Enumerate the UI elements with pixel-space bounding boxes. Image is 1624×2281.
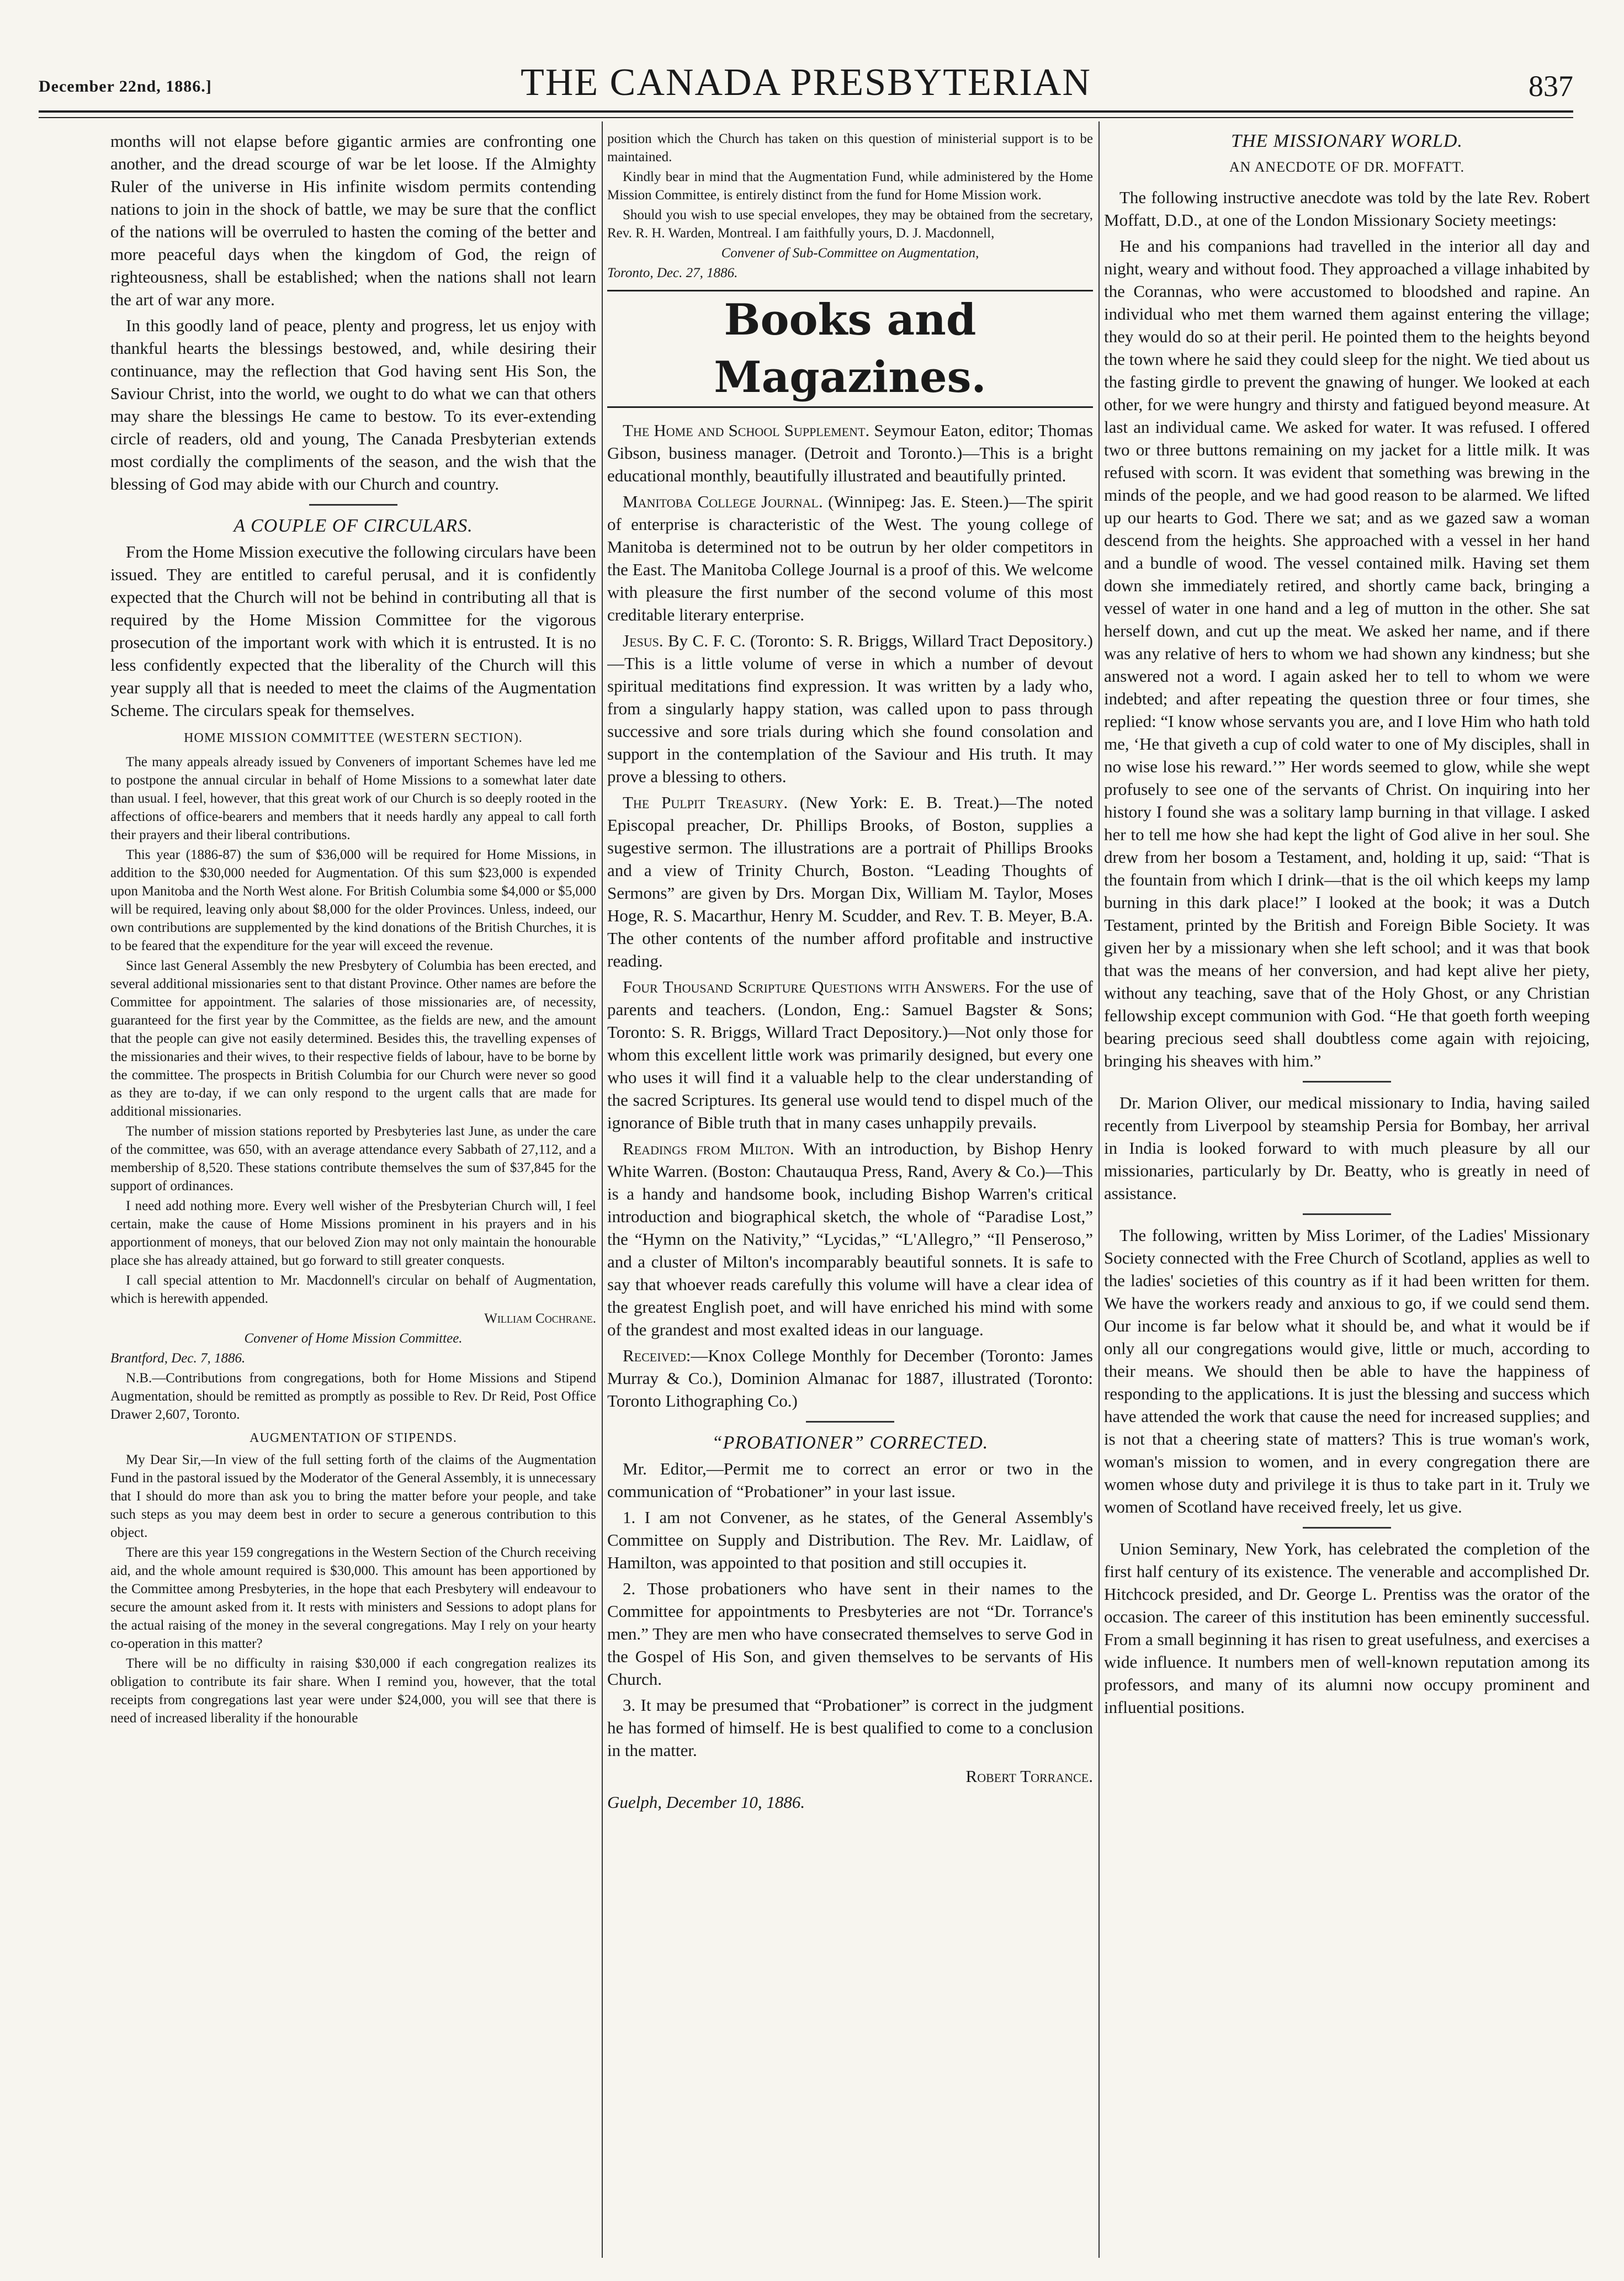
review-text: With an introduction, by Bishop Henry White Warren. (Boston: Chautauqua Press, Rand, Avery & Co.)—This is a handy and handsome book, including Bishop Warren's critical introduction and biographical sketch, the whole of “Paradise Lost,” the “Hymn on the Nativity,” “Lycidas,” “L'Allegro,” “Il Penseroso,” and a cluster of Milton's incomparably beautiful sonnets. It is safe to say that whoever reads carefully this volume will have a clear idea of the greatest English poet, and will have enriched his mind with some of the grandest and most exalted ideas in our language. — [607, 1139, 1093, 1339]
book-review — [607, 975, 1093, 1134]
review-lead: The Pulpit Treasury. — [623, 793, 788, 812]
paragraph: 3. It may be presumed that “Probationer” is correct in the judgment he has formed of himself. He is best qualified to come to a conclusion in the matter. — [607, 1695, 1093, 1760]
paragraph: position which the Church has taken on this question of ministerial support is to be maintained. — [607, 131, 1093, 165]
paragraph: The following, written by Miss Lorimer, of the Ladies' Missionary Society connected with the Free Church of Scotland, applies as well to the ladies' societies of this country as if it had been written for them. We have the workers ready and anxious to go, if we could send them. Our income is far below what it should be, and what it would be if only all our congregations would give, little or much, according to their means. We should then be able to have the happiness of responding to the applications. It is just the blessing and success which have attended the work that cause the need for increased supplies; and is not that a cheering state of matters? This is true woman's work, woman's mission to women, and in every congregation there are women whose duty and privilege it is thus to take part in it. Truly we women of Scotland have received freely, let us give. — [1104, 1226, 1590, 1516]
review-lead: Jesus. — [623, 631, 664, 650]
signature-name: William Cochrane. — [484, 1311, 596, 1326]
book-review — [607, 490, 1093, 626]
home-mission-heading: HOME MISSION COMMITTEE (WESTERN SECTION). — [184, 731, 523, 745]
paragraph: N.B.—Contributions from congregations, both for Home Missions and Stipend Augmentation, should be remitted as promptly as possible to Rev. Dr Reid, Post Office Drawer 2,607, Toronto. — [110, 1371, 596, 1422]
column-1 — [110, 130, 596, 2255]
paragraph: From the Home Mission executive the following circulars have been issued. They are entitled to careful perusal, and it is confidently expected that the Church will not be behind in contributing all that is required by the Home Mission Committee for the vigorous prosecution of the important work with which it is entrusted. It is no less confidently expected that the liberality of the Church will this year supply all that is needed to meet the claims of the Augmentation Scheme. The circulars speak for themselves. — [110, 542, 596, 720]
paragraph: There are this year 159 congregations in the Western Section of the Church receiving aid, and the whole amount required is $30,000. This amount has been apportioned by the Committee among Presbyteries, in the hope that each Presbytery will endeavour to secure the amount asked from it. It rests with ministers and Sessions to adopt plans for the actual raising of the money in the several congregations. May I rely on your hearty co-operation in this matter? — [110, 1545, 596, 1651]
missionary-world-title: THE MISSIONARY WORLD. — [1231, 131, 1463, 151]
anecdote-subtitle: AN ANECDOTE OF DR. MOFFATT. — [1229, 159, 1465, 175]
home-mission-circular — [110, 753, 596, 1727]
page-number: 837 — [1529, 70, 1573, 103]
probationer-title: “PROBATIONER” CORRECTED. — [712, 1433, 989, 1453]
review-text: (New York: E. B. Treat.)—The noted Episcopal preacher, Dr. Phillips Brooks, of Boston, supplies a sugestive sermon. The illustrations are a portrait of Phillips Brooks and a view of Trinity Church, Boston. “Leading Thoughts of Sermons” are given by Drs. Morgan Dix, William M. Taylor, Moses Hoge, R. S. Macarthur, Henry M. Scudder, and Rev. T. B. Meyer, B.A. The other contents of the number afford profitable and instructive reading. — [607, 793, 1093, 970]
separator — [309, 504, 397, 506]
newspaper-title: THE CANADA PRESBYTERIAN — [521, 61, 1091, 104]
column-3 — [1104, 130, 1590, 2255]
paragraph: The number of mission stations reported by Presbyteries last June, as under the care of the committee, was 650, with an average attendance every Sabbath of 27,112, and a membership of 8,520. These stations contribute themselves the sum of $37,845 for the support of ordinances. — [110, 1124, 596, 1193]
masthead — [39, 52, 1573, 113]
review-lead: Received: — [623, 1346, 691, 1365]
paragraph: The following instructive anecdote was told by the late Rev. Robert Moffatt, D.D., at one of the London Missionary Society meetings: — [1104, 188, 1590, 230]
book-review — [607, 1137, 1093, 1341]
signature-place: Brantford, Dec. 7, 1886. — [110, 1351, 246, 1366]
separator — [1303, 1213, 1391, 1215]
column-divider — [1098, 121, 1100, 2258]
circulars-title: A COUPLE OF CIRCULARS. — [233, 516, 473, 536]
paragraph: Dr. Marion Oliver, our medical missionary to India, having sailed recently from Liverpool by steamship Persia for Bombay, her arrival in India is looked forward to with much pleasure by all our missionaries, particularly by Dr. Beatty, who is greatly in need of assistance. — [1104, 1093, 1590, 1203]
review-lead: Readings from Milton. — [623, 1139, 794, 1158]
review-text: By C. F. C. (Toronto: S. R. Briggs, Willard Tract Depository.)—This is a little volume of verse in which a number of devout spiritual meditations find expression. It was written by a lady who, from a singularly happy station, was called upon to pass through successive and sore trials during which she found consolation and support in the contemplation of the Saviour and His truth. It may prove a blessing to others. — [607, 631, 1093, 786]
paragraph: Kindly bear in mind that the Augmentation Fund, while administered by the Home Mission Committee, is entirely distinct from the fund for Home Mission work. — [607, 169, 1093, 203]
paragraph: 2. Those probationers who have sent in their names to the Committee for appointments to Presbyteries are not “Dr. Torrance's men.” They are men who have consecrated themselves to serve God in the Gospel of His Son, and given themselves to be servants of His Church. — [607, 1579, 1093, 1689]
augmentation-heading: AUGMENTATION OF STIPENDS. — [250, 1431, 457, 1445]
review-lead: Four Thousand Scripture Questions with Answers. — [623, 977, 990, 996]
masthead-rule-thin — [39, 117, 1573, 118]
paragraph: The many appeals already issued by Conveners of important Schemes have led me to postpone the annual circular in behalf of Home Missions to a somewhat later date than usual. I feel, however, that this great work of our Church is so deeply rooted in the affections of office-bearers and members that it needs hardly any appeal to call forth their prayers and their liberal contributions. — [110, 755, 596, 842]
paragraph: Mr. Editor,—Permit me to correct an error or two in the communication of “Probationer” in your last issue. — [607, 1459, 1093, 1501]
signature-place: Toronto, Dec. 27, 1886. — [607, 266, 738, 280]
review-text: (Winnipeg: Jas. E. Steen.)—The spirit of enterprise is characteristic of the West. The young college of Manitoba is determined not to be outrun by her older competitors in the East. The Manitoba College Journal is a proof of this. We welcome with pleasure the first number of the second volume of this most creditable literary enterprise. — [607, 492, 1093, 624]
signature-title: Convener of Sub-Committee on Augmentation, — [721, 246, 979, 261]
paragraph: Should you wish to use special envelopes, they may be obtained from the secretary, Rev. R. H. Warden, Montreal. I am faithfully yours, D. J. Macdonnell, — [607, 208, 1093, 241]
paragraph: I call special attention to Mr. Macdonnell's circular on behalf of Augmentation, which is herewith appended. — [110, 1273, 596, 1306]
book-review — [607, 629, 1093, 788]
paragraph: 1. I am not Convener, as he states, of the General Assembly's Committee on Supply and Distribution. The Rev. Mr. Laidlaw, of Hamilton, was appointed to that position and still occupies it. — [607, 1508, 1093, 1572]
review-text: —Knox College Monthly for December (Toronto: James Murray & Co.), Dominion Almanac for 1887, illustrated (Toronto: Toronto Lithographing Co.) — [607, 1346, 1093, 1410]
column-2 — [607, 130, 1093, 2255]
paragraph: I need add nothing more. Every well wisher of the Presbyterian Church will, I feel certain, make the cause of Home Missions prominent in his prayers and in his apportionment of moneys, that our beloved Zion may not only maintain the honourable place she has already attained, but go forward to still greater conquests. — [110, 1198, 596, 1268]
paragraph: Since last General Assembly the new Presbytery of Columbia has been erected, and several additional missionaries sent to that distant Province. Other names are before the Committee for appointment. The salaries of those missionaries are, of necessity, guaranteed for the first year by the Committee, as the fields are new, and the amount that the people can give not easily determined. Besides this, the travelling expenses of the missionaries and their wives, to their respective fields of labour, have to be borne by the committee. The prospects in British Columbia for our Church were never so good as they are to-day, if we can only respond to the urgent calls that are made for additional missionaries. — [110, 958, 596, 1119]
paragraph: Union Seminary, New York, has celebrated the completion of the first half century of its existence. The venerable and accomplished Dr. Hitchcock presided, and Dr. George L. Prentiss was the orator of the occasion. The career of this institution has been eminently successful. From a small beginning it has risen to great usefulness, and exercises a wide influence. It numbers men of well-known reputation among its professors, and many of its alumni now occupy prominent and influential positions. — [1104, 1539, 1590, 1717]
masthead-rule — [39, 110, 1573, 113]
book-reviews — [607, 419, 1093, 1412]
paragraph: He and his companions had travelled in the interior all day and night, weary and without food. They approached a village inhabited by the Corannas, who were accustomed to bloodshed and rapine. An individual who met them warned them against entering the village; they would do so at their peril. He pointed them to the heights beyond the town where he said they could sleep for the night. We tied about us the fasting girdle to prevent the gnawing of hunger. We looked at each other, for we were hungry and thirsty and fatigued beyond measure. At last an individual came. We asked for water. It was refused. I offered two or three buttons remaining on my jacket for a little milk. It was refused with scorn. It was evident that something was brewing in the minds of the people, and we had good reason to be alarmed. We lifted up our hearts to God. There we sat; and as we gazed saw a woman descend from the heights. She approached with a vessel in her hand and a bundle of wood. The vessel contained milk. Having set them down she immediately retired, and shortly came back, bringing a vessel of water in one hand and a leg of mutton in the other. She sat herself down, and cut up the meat. We asked her name, and if there was any relative of hers to whom we had shown any kindness; but she answered not a word. I again asked her to tell to whom we were indebted; and after repeating the question three or four times, she replied: “I know whose servants you are, and I love Him who hath told me, ‘He that giveth a cup of cold water to one of My disciples, shall in no wise lose his reward.’” Her words seemed to glow, while she wept profusely to see one of the servants of Christ. On inquiring into her history I found she was a solitary lamp burning in that village. I asked her to tell me how she had kept the light of God alive in her soul. She drew from her bosom a Testament, and, holding it up, said: “That is the fountain from which I drink—that is the oil which keeps my lamp burning in this dark place!” I looked at the book; it was a Dutch Testament, printed by the British and Foreign Bible Society. It was given her by a missionary when she left school; and it was that book that was the means of her conversion, and had kept alive her piety, without any teaching, save that of the Holy Ghost, or any Christian fellowship except communion with God. “He that goeth forth weeping bearing precious seed shall doubtless come again with rejoicing, bringing his sheaves with him.” — [1104, 236, 1590, 1070]
book-review — [607, 1344, 1093, 1412]
separator — [1303, 1527, 1391, 1529]
issue-date: December 22nd, 1886.] — [39, 77, 212, 96]
augmentation-continuation — [607, 130, 1093, 282]
paragraph: This year (1886-87) the sum of $36,000 will be required for Home Missions, in addition to the $30,000 needed for Augmentation. Of this sum $23,000 is expended upon Manitoba and the North West alone. For British Columbia some $4,000 or $5,000 will be required, leaving only about $8,000 for the older Provinces. Unless, indeed, our own contributions are supplemented by the kind donations of the British Churches, it is to be feared that the expenditure for the year will exceed the revenue. — [110, 847, 596, 953]
separator — [1303, 1081, 1391, 1083]
paragraph: There will be no difficulty in raising $30,000 if each congregation realizes its obligation to contribute its fair share. When I remind you, however, that the total receipts from congregations last year were under $24,000, you will see that there is need of increased liberality if the honourable — [110, 1656, 596, 1726]
review-text: For the use of parents and teachers. (London, Eng.: Samuel Bagster & Sons; Toronto: S. R. Briggs, Willard Tract Depository.)—Not only those for whom this excellent little work was primarily designed, but every one who uses it will find it a valuable help to the clear understanding of the sacred Scriptures. Its general use would tend to dispel much of the ignorance of Bible truth that in many cases unhappily prevails. — [607, 977, 1093, 1132]
column-divider — [602, 121, 603, 2258]
signature-place: Guelph, December 10, 1886. — [607, 1792, 805, 1812]
signature-name: Robert Torrance. — [965, 1767, 1093, 1786]
paragraph: My Dear Sir,—In view of the full setting forth of the claims of the Augmentation Fund in the pastoral issued by the Moderator of the General Assembly, it is unnecessary that I should do more than ask you to bring the matter before your people, and take such steps as you may deem best in order to secure a generous contribution to this object. — [110, 1452, 596, 1540]
review-lead: Manitoba College Journal. — [623, 492, 823, 511]
books-and-magazines-banner: Books and Magazines. — [607, 290, 1093, 408]
separator — [806, 1421, 894, 1423]
signature-title: Convener of Home Mission Committee. — [244, 1331, 463, 1346]
book-review — [607, 791, 1093, 972]
review-text: Seymour Eaton, editor; Thomas Gibson, business manager. (Detroit and Toronto.)—This is a bright educational monthly, beautifully illustrated and beautifully printed. — [607, 421, 1093, 485]
book-review — [607, 419, 1093, 487]
paragraph: In this goodly land of peace, plenty and progress, let us enjoy with thankful hearts the blessings bestowed, and, while desiring their continuance, may the reflection that God having sent His Son, the Saviour Christ, into the world, we ought to do what we can that others may share the blessings He came to bestow. To its ever-extending circle of readers, old and young, The Canada Presbyterian extends most cordially the compliments of the season, and the wish that the blessing of God may abide with our Church and country. — [110, 316, 596, 494]
paragraph: months will not elapse before gigantic armies are confronting one another, and the dread scourge of war be let loose. If the Almighty Ruler of the universe in His infinite wisdom permits contending nations to join in the shock of battle, we may be sure that the conflict of the nations will be overruled to hasten the coming of the better and more peaceful days when the kingdom of God, the reign of righteousness, shall be established; when the nations shall not learn the art of war any more. — [110, 131, 596, 309]
review-lead: The Home and School Supplement. — [623, 421, 870, 440]
